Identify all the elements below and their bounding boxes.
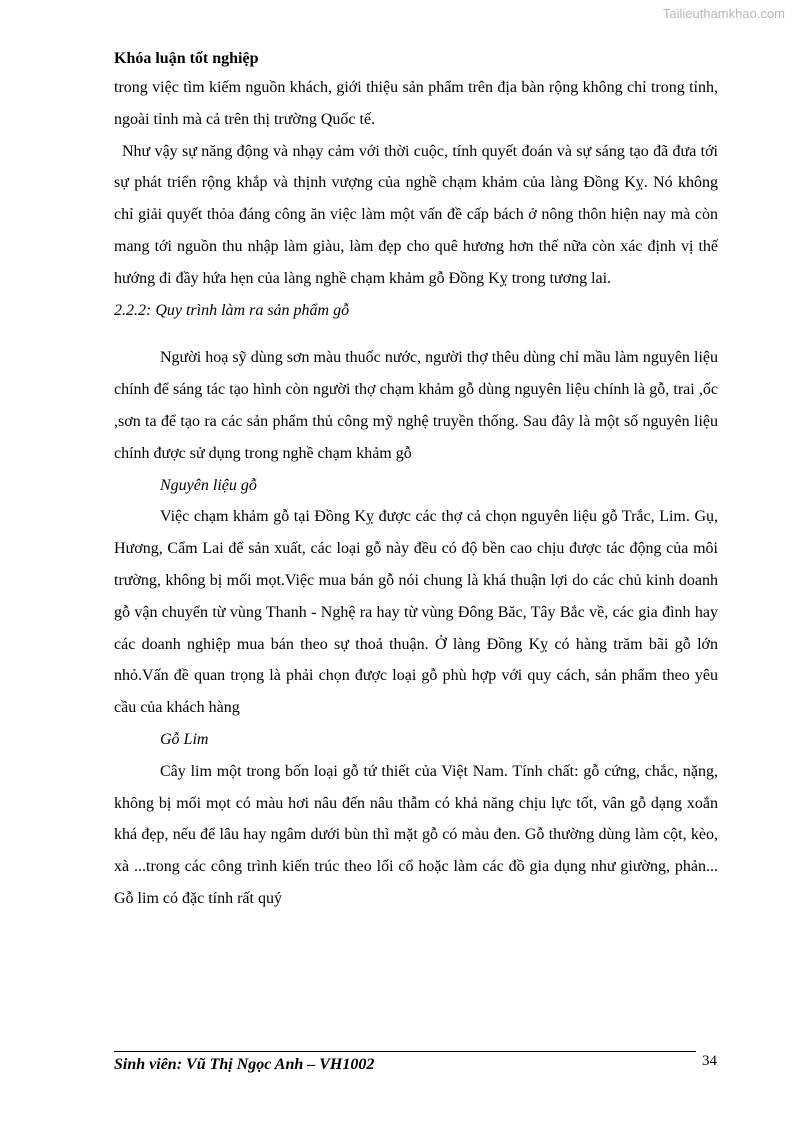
paragraph-2: Như vậy sự năng động và nhạy cảm với thời cuộc, tính quyết đoán và sự sáng tạo đã đưa tới sự phát triển rộng khắp và thịnh vượng của nghề chạm khảm của làng Đồng Kỵ. Nó không chỉ giải quyết thỏa đáng công ăn việc làm một vấn đề cấp bách ở nông thôn hiện nay mà còn mang tới nguồn thu nhập làm giàu, làm đẹp cho quê hương hơn thế nữa còn xác định vị thế hướng đi đầy hứa hẹn của làng nghề chạm khảm gỗ Đồng Kỵ trong tương lai.	[114, 142, 718, 287]
footer-student: Sinh viên: Vũ Thị Ngọc Anh – VH1002	[114, 1056, 375, 1073]
paragraph-5: Cây lim một trong bốn loại gỗ tứ thiết của Việt Nam. Tính chất: gỗ cứng, chắc, nặng, không bị mối mọt có màu hơi nâu đến nâu thẫm có khả năng chịu lực tốt, vân gỗ dạng xoắn khá đẹp, nếu để lâu hay ngâm dưới bùn thì mặt gỗ có màu đen. Gỗ thường dùng làm cột, kèo, xà ...trong các công trình kiến trúc theo lối cổ hoặc làm các đồ gia dụng như giường, phản... Gỗ lim có đặc tính rất quý	[114, 762, 718, 907]
running-header: Khóa luận tốt nghiệp	[114, 50, 259, 67]
sub-heading-go-lim: Gỗ Lim	[160, 730, 209, 748]
page-number: 34	[702, 1053, 717, 1069]
paragraph-3: Người hoạ sỹ dùng sơn màu thuốc nước, người thợ thêu dùng chỉ mầu làm nguyên liệu chính để sáng tác tạo hình còn người thợ chạm khảm gỗ dùng nguyên liệu chính là gỗ, trai ,ốc ,sơn ta để tạo ra các sản phẩm thủ công mỹ nghệ truyền thống. Sau đây là một số nguyên liệu chính được sử dụng trong nghề chạm khảm gỗ	[114, 349, 718, 462]
section-heading: 2.2.2: Quy trình làm ra sản phẩm gỗ	[114, 301, 350, 319]
watermark: Tailieuthamkhao.com	[662, 6, 785, 21]
page-body	[114, 72, 718, 915]
footer-divider	[114, 1051, 696, 1052]
paragraph-1: trong việc tìm kiếm nguồn khách, giới thiệu sản phẩm trên địa bàn rộng không chỉ trong tỉnh, ngoài tỉnh mà cả trên thị trường Quốc tế.	[114, 79, 718, 128]
sub-heading-nguyen-lieu-go: Nguyên liệu gỗ	[160, 476, 257, 494]
paragraph-4: Việc chạm khảm gỗ tại Đồng Kỵ được các thợ cả chọn nguyên liệu gỗ Trắc, Lim. Gụ, Hương, Cẩm Lai để sản xuất, các loại gỗ này đều có độ bền cao chịu được tác động của môi trường, không bị mối mọt.Việc mua bán gỗ nói chung là khá thuận lợi do các chủ kinh doanh gỗ vận chuyển từ vùng Thanh - Nghệ ra hay từ vùng Đông Băc, Tây Bắc về, các gia đình hay các doanh nghiệp mua bán theo sự thoả thuận. Ở làng Đồng Kỵ có hàng trăm bãi gỗ lớn nhỏ.Vấn đề quan trọng là phải chọn được loại gỗ phù hợp với quy cách, sản phẩm theo yêu cầu của khách hàng	[114, 508, 718, 717]
